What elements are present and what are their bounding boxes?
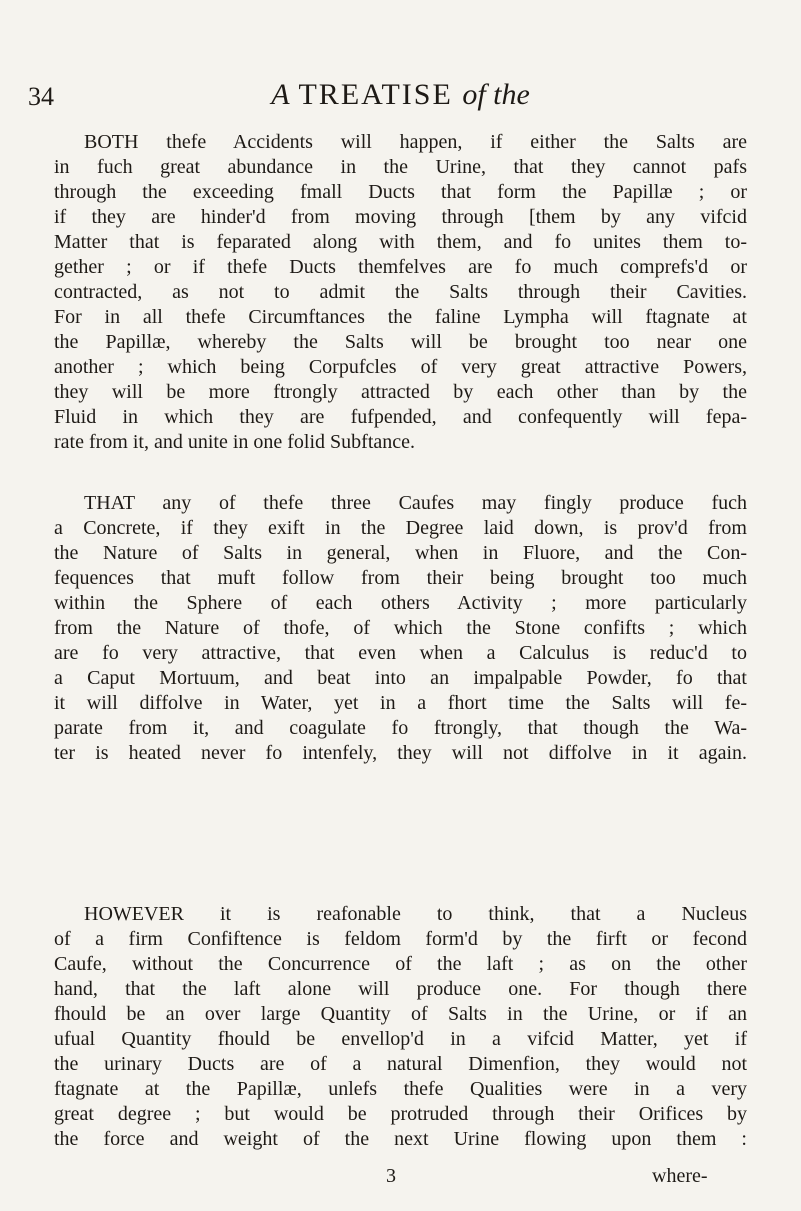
text-line: gether ; or if thefe Ducts themfelves are fo much comprefs'd or: [54, 256, 747, 278]
text-line: HOWEVER it is reafonable to think, that a Nucleus: [84, 903, 747, 925]
text-line: a Concrete, if they exift in the Degree laid down, is prov'd from: [54, 517, 747, 539]
text-line: the force and weight of the next Urine flowing upon them :: [54, 1128, 747, 1150]
text-line: Matter that is feparated along with them, and fo unites them to-: [54, 231, 747, 253]
text-line: another ; which being Corpufcles of very great attractive Powers,: [54, 356, 747, 378]
text-line: fequences that muft follow from their being brought too much: [54, 567, 747, 589]
text-line: fhould be an over large Quantity of Salts in the Urine, or if an: [54, 1003, 747, 1025]
text-line: within the Sphere of each others Activity ; more particularly: [54, 592, 747, 614]
text-line: the urinary Ducts are of a natural Dimenfion, they would not: [54, 1053, 747, 1075]
text-line: in fuch great abundance in the Urine, that they cannot pafs: [54, 156, 747, 178]
text-line: through the exceeding fmall Ducts that form the Papillæ ; or: [54, 181, 747, 203]
text-line: parate from it, and coagulate fo ftrongly, that though the Wa-: [54, 717, 747, 739]
running-head-lead: A: [271, 78, 290, 111]
text-line: Caufe, without the Concurrence of the laft ; as on the other: [54, 953, 747, 975]
text-line: hand, that the laft alone will produce one. For though there: [54, 978, 747, 1000]
text-line: ter is heated never fo intenfely, they will not diffolve in it again.: [54, 742, 747, 764]
text-line: contracted, as not to admit the Salts through their Cavities.: [54, 281, 747, 303]
text-line: they will be more ftrongly attracted by each other than by the: [54, 381, 747, 403]
text-line: Fluid in which they are fufpended, and confequently will fepa-: [54, 406, 747, 428]
page-number: 34: [28, 82, 54, 111]
text-line: great degree ; but would be protruded through their Orifices by: [54, 1103, 747, 1125]
text-line: it will diffolve in Water, yet in a fhort time the Salts will fe-: [54, 692, 747, 714]
text-line: a Caput Mortuum, and beat into an impalpable Powder, fo that: [54, 667, 747, 689]
paragraph-2: [54, 491, 747, 766]
text-line: THAT any of thefe three Caufes may fingly produce fuch: [84, 492, 747, 514]
signature-mark: 3: [386, 1165, 396, 1187]
text-line: BOTH thefe Accidents will happen, if either the Salts are: [84, 131, 747, 153]
paragraph-1: [54, 130, 747, 455]
text-line: the Nature of Salts in general, when in Fluore, and the Con-: [54, 542, 747, 564]
running-head-title: TREATISE: [298, 78, 453, 111]
text-line: the Papillæ, whereby the Salts will be brought too near one: [54, 331, 747, 353]
text-line: ftagnate at the Papillæ, unlefs thefe Qualities were in a very: [54, 1078, 747, 1100]
text-line: rate from it, and unite in one folid Subftance.: [54, 431, 416, 453]
text-line: ufual Quantity fhould be envellop'd in a vifcid Matter, yet if: [54, 1028, 747, 1050]
text-line: of a firm Confiftence is feldom form'd by the firft or fecond: [54, 928, 747, 950]
running-head: [0, 78, 801, 112]
text-line: For in all thefe Circumftances the faline Lympha will ftagnate at: [54, 306, 747, 328]
paragraph-3: [54, 902, 747, 1152]
text-line: are fo very attractive, that even when a Calculus is reduc'd to: [54, 642, 747, 664]
text-line: if they are hinder'd from moving through [them by any vifcid: [54, 206, 747, 228]
running-head-tail: of the: [462, 78, 530, 111]
text-line: from the Nature of thofe, of which the Stone confifts ; which: [54, 617, 747, 639]
catchword: where-: [652, 1165, 708, 1187]
